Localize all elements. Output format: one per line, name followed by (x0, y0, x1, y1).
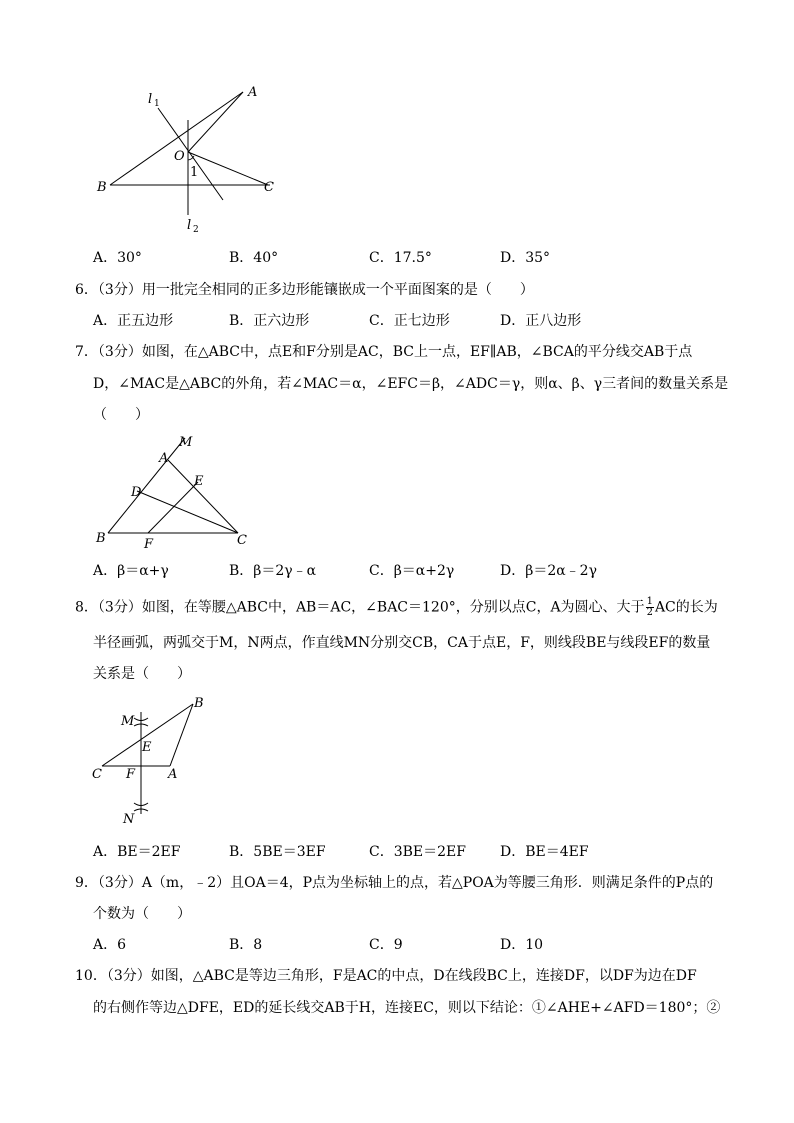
label-A: A (168, 767, 178, 782)
q7-option-d[interactable]: D．β＝2α﹣2γ (500, 563, 597, 579)
q7-option-c[interactable]: C．β＝α+2γ (369, 563, 455, 579)
label-l1-sub: 1 (154, 99, 160, 109)
label-N: N (123, 812, 135, 827)
q8-options (93, 842, 743, 862)
label-l2: l (187, 218, 192, 233)
q5-options (93, 248, 743, 268)
q6-option-d[interactable]: D．正八边形 (500, 313, 582, 329)
q7-option-b[interactable]: B．β＝2γ﹣α (229, 563, 317, 579)
q8-option-d[interactable]: D．BE＝4EF (500, 844, 589, 860)
label-O: O (174, 149, 185, 164)
label-F: F (126, 767, 136, 782)
q7-stem-line-1: 7．（3分）如图，在△ABC中，点E和F分别是AC，BC上一点，EF∥AB，∠BCA的平分线交AB于点 (75, 344, 693, 360)
q8-stem-line-3: 关系是（ ） (93, 666, 191, 682)
label-M: M (121, 714, 135, 729)
q9-options (93, 935, 743, 955)
q9-option-c[interactable]: C．9 (369, 937, 403, 953)
figure-q8 (90, 690, 220, 830)
q5-option-a[interactable]: A．30° (93, 250, 142, 266)
label-B: B (96, 531, 106, 546)
q10-stem-line-1: 10．（3分）如图，△ABC是等边三角形，F是AC的中点，D在线段BC上，连接DF，以DF为边在DF (75, 968, 697, 984)
q7-stem-line-3: （ ） (93, 407, 149, 423)
label-C: C (264, 180, 274, 195)
q6-stem: 6．（3分）用一批完全相同的正多边形能镶嵌成一个平面图案的是（ ） (75, 282, 534, 298)
q9-stem-line-2: 个数为（ ） (93, 906, 191, 922)
label-A: A (248, 85, 258, 100)
label-D: D (131, 485, 142, 500)
label-M: M (179, 435, 193, 450)
label-C: C (237, 533, 247, 548)
label-B: B (194, 696, 204, 711)
q8-stem-line-1 (75, 597, 718, 618)
q6-option-c[interactable]: C．正七边形 (369, 313, 450, 329)
figure-q5 (90, 80, 290, 240)
q9-stem-line-1: 9．（3分）A（m，﹣2）且OA＝4，P点为坐标轴上的点，若△POA为等腰三角形．则满足条件的P点的 (75, 875, 714, 891)
q6-options (93, 311, 743, 331)
label-C: C (92, 767, 102, 782)
q9-option-d[interactable]: D．10 (500, 937, 544, 953)
q6-option-b[interactable]: B．正六边形 (229, 313, 310, 329)
q5-option-b[interactable]: B．40° (229, 250, 279, 266)
q7-stem-line-2: D，∠MAC是△ABC的外角，若∠MAC＝α，∠EFC＝β，∠ADC＝γ，则α、β、γ三者间的数量关系是 (93, 376, 729, 392)
q9-option-b[interactable]: B．8 (229, 937, 263, 953)
q5-option-d[interactable]: D．35° (500, 250, 551, 266)
q8-fraction (646, 597, 654, 618)
q9-option-a[interactable]: A．6 (93, 937, 127, 953)
q8-fraction-denominator: 2 (646, 607, 653, 618)
label-E: E (194, 474, 204, 489)
label-B: B (97, 180, 107, 195)
label-l1: l (148, 92, 153, 107)
q7-options (93, 561, 743, 581)
label-A: A (159, 451, 169, 466)
label-E: E (142, 740, 152, 755)
q8-stem-part-2: AC的长为 (654, 599, 718, 616)
label-angle-1: 1 (190, 165, 199, 180)
label-F: F (144, 537, 154, 550)
q8-stem-line-2: 半径画弧，两弧交于M，N两点，作直线MN分别交CB，CA于点E，F，则线段BE与线段EF的数量 (93, 635, 711, 651)
q5-option-c[interactable]: C．17.5° (369, 250, 432, 266)
q8-option-c[interactable]: C．3BE＝2EF (369, 844, 466, 860)
q10-stem-line-2: 的右侧作等边△DFE，ED的延长线交AB于H，连接EC，则以下结论：①∠AHE+∠AFD＝180°；② (93, 1000, 721, 1016)
label-l2-sub: 2 (193, 225, 199, 235)
q6-option-a[interactable]: A．正五边形 (93, 313, 174, 329)
q7-option-a[interactable]: A．β＝α+γ (93, 563, 169, 579)
figure-q7 (90, 430, 260, 550)
q8-fraction-numerator: 1 (646, 596, 653, 607)
q8-stem-part-1: 8．（3分）如图，在等腰△ABC中，AB＝AC，∠BAC＝120°，分别以点C，A为圆心、大于 (75, 599, 645, 616)
q8-option-b[interactable]: B．5BE＝3EF (229, 844, 326, 860)
q8-option-a[interactable]: A．BE＝2EF (93, 844, 181, 860)
